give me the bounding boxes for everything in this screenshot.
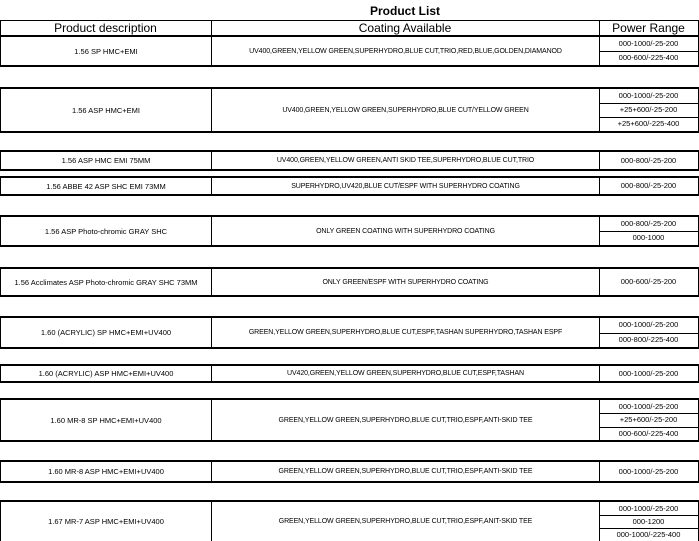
power-range: +25+600/-25-200 [619, 105, 678, 114]
power-range: 000-600/-225-400 [618, 428, 679, 438]
page-title: Product List [369, 4, 440, 18]
product-description: 1.67 MR-7 ASP HMC+EMI+UV400 [48, 517, 164, 526]
power-range: 000-800/-25-200 [620, 156, 677, 165]
grid-line [211, 20, 212, 36]
power-range: 000-800/-25-200 [620, 219, 677, 228]
power-range: +25+600/-225-400 [617, 119, 680, 128]
power-range: 000-800/-25-200 [620, 181, 677, 190]
power-divider [599, 103, 698, 104]
power-range: 000-1000 [632, 233, 665, 242]
coating-available: UV400,GREEN,YELLOW GREEN,SUPERHYDRO,BLUE CUT/YELLOW GREEN [282, 106, 529, 114]
header-description: Product description [54, 21, 157, 35]
power-range: +25+600/-25-200 [619, 415, 678, 425]
power-range: 000-1200 [632, 517, 665, 526]
product-description: 1.56 ABBE 42 ASP SHC EMI 73MM [46, 181, 166, 191]
power-range: 000-1000/-25-200 [618, 91, 679, 100]
power-range: 000-600/-225-400 [618, 53, 679, 62]
power-range: 000-1000/-25-200 [618, 467, 679, 476]
power-range: 000-1000/-25-200 [618, 320, 679, 329]
product-description: 1.56 ASP HMC+EMI [71, 105, 141, 115]
row-border-bottom [0, 245, 699, 247]
power-divider [599, 427, 698, 428]
row-border-bottom [0, 295, 699, 297]
power-range: 000-1000/-25-200 [618, 369, 679, 378]
coating-available: GREEN,YELLOW GREEN,SUPERHYDRO,BLUE CUT,TRIO,ESPF,ANIT-SKID TEE [278, 518, 533, 525]
header-coating: Coating Available [358, 21, 452, 35]
coating-available: GREEN,YELLOW GREEN,SUPERHYDRO,BLUE CUT,ESPF,TASHAN SUPERHYDRO,TASHAN ESPF [248, 329, 563, 336]
coating-available: UV400,GREEN,YELLOW GREEN,ANTI SKID TEE,SUPERHYDRO,BLUE CUT,TRIO [276, 157, 535, 164]
power-divider [599, 515, 698, 516]
power-range: 000-1000/-25-200 [618, 39, 679, 48]
power-divider [599, 117, 698, 118]
grid-line [599, 20, 600, 36]
row-border-bottom [0, 347, 699, 349]
power-range: 000-1000/-225-400 [616, 530, 681, 539]
product-description: 1.60 (ACRYLIC) ASP HMC+EMI+UV400 [38, 369, 174, 378]
row-border-bottom [0, 194, 699, 196]
coating-available: GREEN,YELLOW GREEN,SUPERHYDRO,BLUE CUT,TRIO,ESPF,ANTI-SKID TEE [278, 468, 533, 475]
power-range: 000-800/-225-400 [618, 334, 679, 344]
coating-available: UV420,GREEN,YELLOW GREEN,SUPERHYDRO,BLUE CUT,ESPF,TASHAN [287, 370, 524, 377]
header-power: Power Range [612, 21, 685, 35]
power-divider [599, 413, 698, 414]
coating-available: ONLY GREEN COATING WITH SUPERHYDRO COATING [316, 227, 495, 235]
row-border-bottom [0, 440, 699, 442]
grid-line [0, 20, 699, 21]
power-range: 000-600/-25-200 [620, 277, 677, 286]
row-border-bottom [0, 131, 699, 133]
product-description: 1.56 ASP HMC EMI 75MM [61, 156, 151, 165]
product-description: 1.60 MR-8 SP HMC+EMI+UV400 [50, 415, 162, 425]
row-border-bottom [0, 169, 699, 171]
coating-available: ONLY GREEN/ESPF WITH SUPERHYDRO COATING [322, 278, 489, 286]
row-border-bottom [0, 65, 699, 67]
row-border-bottom [0, 381, 699, 383]
power-range: 000-1000/-25-200 [618, 504, 679, 513]
product-description: 1.56 ASP Photo-chromic GRAY SHC [44, 226, 168, 236]
product-description: 1.60 MR-8 ASP HMC+EMI+UV400 [48, 467, 164, 476]
coating-available: UV400,GREEN,YELLOW GREEN,SUPERHYDRO,BLUE CUT,TRIO,RED,BLUE,GOLDEN,DIAMANOD [249, 47, 562, 55]
power-divider [599, 333, 698, 334]
product-description: 1.56 Acclimates ASP Photo-chromic GRAY SHC 73MM [14, 277, 198, 287]
power-divider [599, 51, 698, 52]
row-border-bottom [0, 481, 699, 483]
power-divider [599, 528, 698, 529]
power-range: 000-1000/-25-200 [618, 402, 679, 411]
grid-line [0, 20, 1, 36]
product-description: 1.56 SP HMC+EMI [74, 46, 138, 56]
power-divider [599, 231, 698, 232]
coating-available: SUPERHYDRO,UV420,BLUE CUT/ESPF WITH SUPERHYDRO COATING [291, 182, 520, 190]
coating-available: GREEN,YELLOW GREEN,SUPERHYDRO,BLUE CUT,TRIO,ESPF,ANTI-SKID TEE [278, 416, 533, 424]
product-description: 1.60 (ACRYLIC) SP HMC+EMI+UV400 [40, 328, 172, 337]
